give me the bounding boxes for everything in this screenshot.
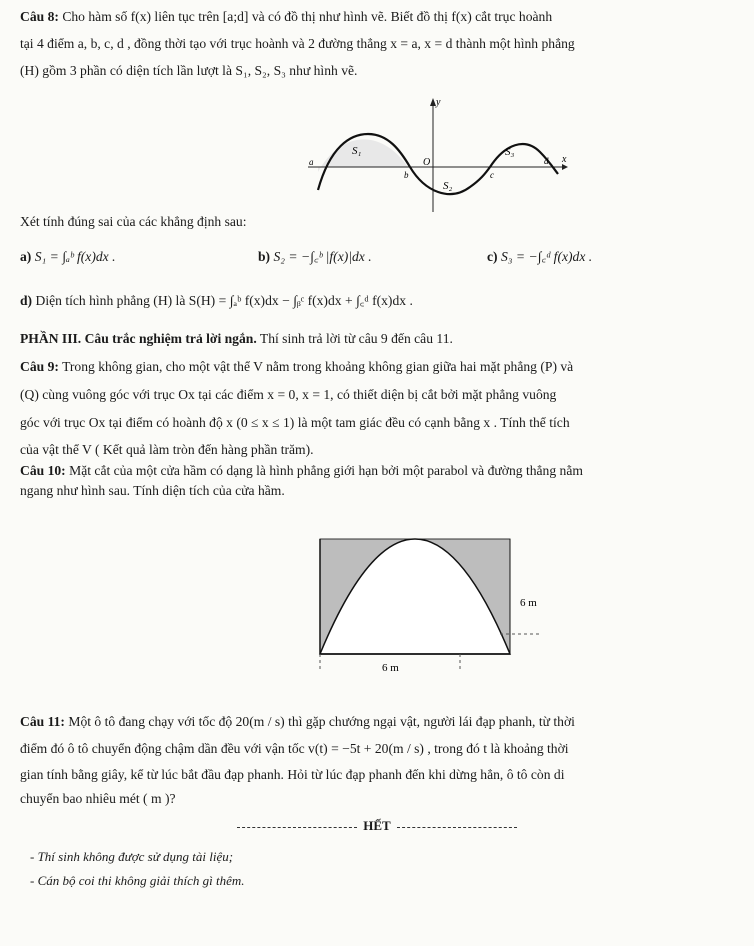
part3-title: PHẦN III. Câu trắc nghiệm trả lời ngắn. <box>20 331 257 346</box>
q9-line-4: của vật thể V ( Kết quả làm tròn đến hàng phần trăm). <box>20 442 314 457</box>
s3-label: S₃ <box>505 146 515 158</box>
q11-line-4: chuyển bao nhiêu mét ( m )? <box>20 791 176 806</box>
width-label: 6 m <box>382 662 399 674</box>
q10-label: Câu 10: <box>20 463 66 478</box>
q8-option-d-text: Diện tích hình phẳng (H) là S(H) = ∫ₐᵇ f(x)dx − ∫ᵦᶜ f(x)dx + ∫꜀ᵈ f(x)dx . <box>35 293 413 308</box>
origin-label: O <box>423 157 431 168</box>
end-dash-right <box>397 827 517 828</box>
point-b-label: b <box>404 170 409 180</box>
q8-option-d-label: d) <box>20 293 33 308</box>
end-note-1: - Thí sinh không được sử dụng tài liệu; <box>30 849 234 864</box>
q11-line-3: gian tính bằng giây, kể từ lúc bắt đầu đạp phanh. Hỏi từ lúc đạp phanh đến khi dừng hẳn, ô tô còn di <box>20 767 565 782</box>
q10-text-1: Mặt cắt của một cửa hầm có dạng là hình phẳng giới hạn bởi một parabol và đường thẳng nằm <box>69 463 583 478</box>
s2-label: S₂ <box>443 180 453 192</box>
q8-function-graph <box>300 92 575 220</box>
q10-tunnel-figure <box>300 534 550 674</box>
q8-line-1 <box>20 8 744 26</box>
q9-line-1 <box>20 358 744 376</box>
q11-line-1 <box>20 713 744 731</box>
part3-heading <box>20 330 744 348</box>
end-marker <box>20 818 734 834</box>
q8-option-d <box>20 292 744 310</box>
q8-option-c-formula: S₃ = −∫꜀ᵈ f(x)dx . <box>500 249 593 264</box>
q8-line-2: tại 4 điểm a, b, c, d , đồng thời tạo với trục hoành và 2 đường thẳng x = a, x = d thành một hình phẳng <box>20 36 575 51</box>
q11-text-1: Một ô tô đang chạy với tốc độ 20(m / s) thì gặp chướng ngại vật, người lái đạp phanh, từ thời <box>68 714 575 729</box>
q11-line-2: điểm đó ô tô chuyển động chậm dần đều với vận tốc v(t) = −5t + 20(m / s) , trong đó t là khoảng thời <box>20 741 569 756</box>
end-dash-left <box>237 827 357 828</box>
end-note-2: - Cán bộ coi thi không giải thích gì thêm. <box>30 873 245 888</box>
q8-line-3: (H) gồm 3 phần có diện tích lần lượt là S₁, S₂, S₃ như hình vẽ. <box>20 63 358 78</box>
q9-text-1: Trong không gian, cho một vật thể V nằm trong khoảng không gian giữa hai mặt phẳng (P) và <box>62 359 574 374</box>
q9-line-2: (Q) cùng vuông góc với trục Ox tại các điểm x = 0, x = 1, có thiết diện bị cắt bởi mặt phẳng vuông <box>20 387 557 402</box>
q8-option-b-formula: S₂ = −∫꜀ᵇ |f(x)|dx . <box>273 249 372 264</box>
q8-option-c <box>487 248 744 266</box>
q8-prompt: Xét tính đúng sai của các khẳng định sau: <box>20 214 247 229</box>
q8-text-1: Cho hàm số f(x) liên tục trên [a;d] và có đồ thị như hình vẽ. Biết đồ thị f(x) cắt trục hoành <box>62 9 553 24</box>
y-label: y <box>436 97 441 108</box>
q11-label: Câu 11: <box>20 714 65 729</box>
s1-label: S₁ <box>352 145 362 157</box>
q8-option-c-label: c) <box>487 249 498 264</box>
point-c-label: c <box>490 170 494 180</box>
part3-subtitle: Thí sinh trả lời từ câu 9 đến câu 11. <box>256 331 453 346</box>
q9-label: Câu 9: <box>20 359 59 374</box>
q10-line-1 <box>20 462 744 480</box>
x-label: x <box>562 154 567 165</box>
q9-line-3: góc với trục Ox tại điểm có hoành độ x (0 ≤ x ≤ 1) là một tam giác đều có cạnh bằng x . Tính thể tích <box>20 415 570 430</box>
point-a-label: a <box>309 157 314 167</box>
q8-label: Câu 8: <box>20 9 59 24</box>
end-label: HẾT <box>363 818 391 833</box>
q8-option-a-formula: S₁ = ∫ₐᵇ f(x)dx . <box>34 249 116 264</box>
q8-option-b-label: b) <box>258 249 271 264</box>
point-d-label: d <box>544 156 549 166</box>
height-label: 6 m <box>520 597 537 609</box>
q10-line-2: ngang như hình sau. Tính diện tích của cửa hầm. <box>20 483 285 498</box>
q8-option-a-label: a) <box>20 249 32 264</box>
